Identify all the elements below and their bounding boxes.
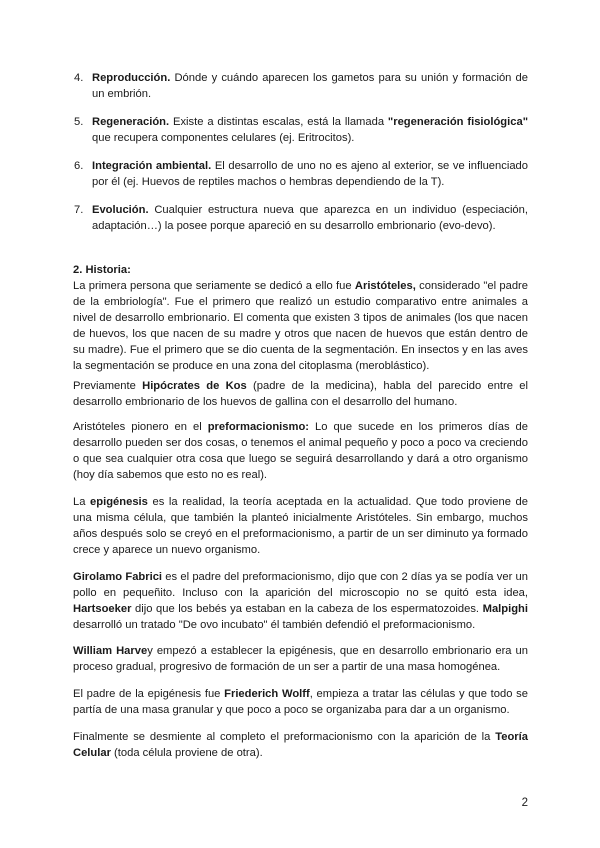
page-number: 2: [521, 797, 528, 809]
paragraph-teoria-celular: Finalmente se desmiente al completo el preformacionismo con la aparición de la Teoría Celular (toda célula proviene de otra).: [73, 731, 528, 759]
paragraph-harvey: William Harvey empezó a establecer la epigénesis, que en desarrollo embrionario era un proceso gradual, progresivo de formación de un ser a partir de una masa homogénea.: [73, 645, 528, 673]
paragraph-fabrici: Girolamo Fabrici es el padre del preformacionismo, dijo que con 2 días ya se podía ver un pollo en pequeñito. Incluso con la aparición del microscopio no se quitó esta idea, Hartsoeker dijo que los bebés ya estaban en la cabeza de los espermatozoides. Malpighi desarrolló un tratado "De ovo incubato" él también defendió el preformacionismo.: [73, 571, 528, 631]
paragraph-epigenesis: La epigénesis es la realidad, la teoría aceptada en la actualidad. Que todo proviene de una misma célula, que también la planteó inicialmente Aristóteles. Sin embargo, muchos años después solo se creyó en el preformacionismo, a partir de un ser diminuto ya formado crece y aparece un nuevo organismo.: [73, 496, 528, 556]
paragraph-wolff: El padre de la epigénesis fue Friederich Wolff, empieza a tratar las células y que todo se partía de una masa granular y que poco a poco se organizaba para dar a un organismo.: [73, 688, 528, 716]
list-item-reproduccion: 4. Reproducción. Dónde y cuándo aparecen los gametos para su unión y formación de un embrión.: [74, 72, 528, 100]
list-item-regeneracion: 5. Regeneración. Existe a distintas escalas, está la llamada "regeneración fisiológica" que recupera componentes celulares (ej. Eritrocitos).: [74, 116, 528, 144]
section-title: 2. Historia:: [73, 264, 131, 276]
list-item-evolucion: 7. Evolución. Cualquier estructura nueva que aparezca en un individuo (especiación, adaptación…) la posee porque apareció en su desarrollo embrionario (evo-devo).: [74, 204, 528, 232]
paragraph-hipocrates: Previamente Hipócrates de Kos (padre de la medicina), habla del parecido entre el desarrollo embrionario de los huevos de gallina con el desarrollo del humano.: [73, 380, 528, 408]
list-item-integracion-ambiental: 6. Integración ambiental. El desarrollo de uno no es ajeno al exterior, se ve influenciado por él (ej. Huevos de reptiles machos o hembras dependiendo de la T).: [74, 160, 528, 188]
section-historia: 2. Historia: La primera persona que seriamente se dedicó a ello fue Aristóteles, considerado "el padre de la embriología". Fue el primero que realizó un estudio comparativo entre animales a nivel de desarrollo embrionario. El comenta que existen 3 tipos de animales (los que nacen de huevos, los que nacen de su madre y otros que nacen de huevos que están dentro de su madre). Fue el primero que se dio cuenta de la segmentación. En insectos y en las aves la segmentación se produce en una zona del citoplasma (meroblástico).: [73, 264, 529, 372]
paragraph-preformacionismo: Aristóteles pionero en el preformacionismo: Lo que sucede en los primeros días de desarrollo pueden ser dos cosas, o tenemos el animal pequeño y poco a poco va creciendo o que sea cualquier otra cosa que luego se seguirá desarrollando y dará a otro organismo (hoy día sabemos que esto no es real).: [73, 421, 529, 481]
